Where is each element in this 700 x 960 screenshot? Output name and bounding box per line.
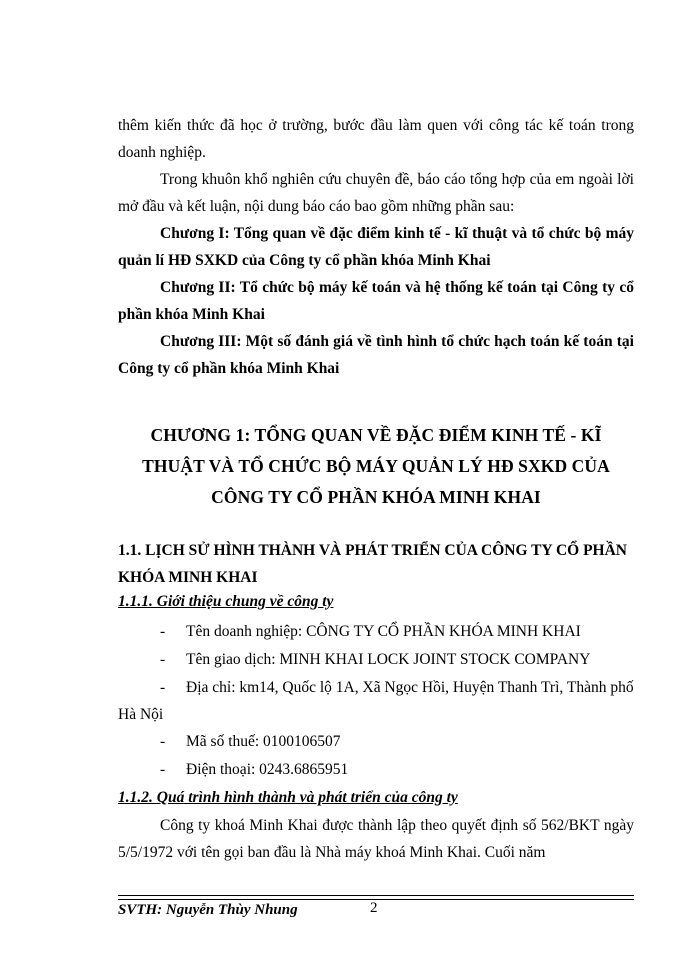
footer-author: SVTH: Nguyễn Thùy Nhung — [118, 902, 298, 918]
tax-code: Mã số thuế: 0100106507 — [186, 733, 341, 750]
list-dash: - — [160, 733, 166, 750]
intro-paragraph-continuation: thêm kiến thức đã học ở trường, bước đầu làm quen với công tác kế toán trong doanh nghiệp. — [118, 117, 634, 161]
list-dash: - — [160, 623, 166, 640]
section-heading-1-1: 1.1. LỊCH SỬ HÌNH THÀNH VÀ PHÁT TRIỂN CỦA CÔNG TY CỔ PHẦN KHÓA MINH KHAI — [118, 542, 627, 586]
list-dash: - — [160, 651, 166, 668]
list-dash: - — [160, 761, 166, 778]
history-paragraph: Công ty khoá Minh Khai được thành lập theo quyết định số 562/BKT ngày 5/5/1972 với tên gọi ban đầu là Nhà máy khoá Minh Khai. Cuối năm — [118, 817, 634, 861]
chapter-summary-3: Chương III: Một số đánh giá về tình hình tổ chức hạch toán kế toán tại Công ty cổ phần khóa Minh Khai — [118, 333, 634, 377]
chapter-summary-1: Chương I: Tổng quan về đặc điểm kinh tế - kĩ thuật và tổ chức bộ máy quản lí HĐ SXKD của Công ty cổ phần khóa Minh Khai — [118, 225, 634, 269]
subsection-heading-1-1-2: 1.1.2. Quá trình hình thành và phát triển của công ty — [118, 789, 458, 806]
chapter-title-line-1: CHƯƠNG 1: TỔNG QUAN VỀ ĐẶC ĐIỂM KINH TẾ - KĨ — [150, 425, 602, 445]
company-address: Địa chỉ: km14, Quốc lộ 1A, Xã Ngọc Hồi, Huyện Thanh Trì, Thành phố Hà Nội — [118, 679, 634, 723]
footer-rule — [118, 895, 634, 896]
company-name: Tên doanh nghiệp: CÔNG TY CỔ PHẦN KHÓA MINH KHAI — [186, 623, 581, 640]
company-info-item — [118, 728, 634, 755]
intro-paragraph-scope: Trong khuôn khổ nghiên cứu chuyên đề, báo cáo tổng hợp của em ngoài lời mở đầu và kết luận, nội dung báo cáo bao gồm những phần sau: — [118, 171, 634, 215]
company-info-item — [118, 618, 634, 645]
company-info-item — [118, 756, 634, 783]
trading-name: Tên giao dịch: MINH KHAI LOCK JOINT STOCK COMPANY — [186, 651, 591, 668]
phone-number: Điện thoại: 0243.6865951 — [186, 761, 349, 778]
chapter-summary-2: Chương II: Tổ chức bộ máy kế toán và hệ thống kế toán tại Công ty cổ phần khóa Minh Khai — [118, 279, 634, 323]
list-dash: - — [160, 679, 166, 696]
company-info-item — [118, 646, 634, 673]
chapter-title-line-3: CÔNG TY CỔ PHẦN KHÓA MINH KHAI — [211, 487, 541, 507]
chapter-title-line-2: THUẬT VÀ TỔ CHỨC BỘ MÁY QUẢN LÝ HĐ SXKD CỦA — [142, 456, 610, 476]
subsection-heading-1-1-1: 1.1.1. Giới thiệu chung về công ty — [118, 593, 334, 610]
company-info-item — [118, 674, 634, 728]
page-number: 2 — [370, 900, 378, 916]
